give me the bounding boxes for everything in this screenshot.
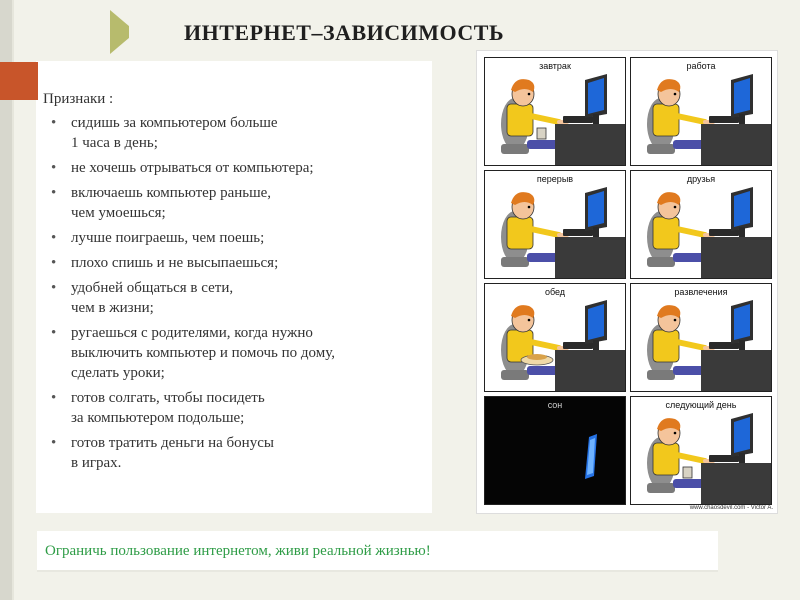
signs-heading: Признаки : [43,91,114,107]
list-item: • ругаешься с родителями, когда нужно выключить компьютер и помочь по дому, сделать уроки; [47,323,417,383]
comic-watermark: www.chaosdevil.com - Victor A. [689,505,773,511]
person-at-computer-illustration [631,171,772,279]
panel-label: сон [547,400,563,410]
panel-label: друзья [686,174,716,184]
list-item: • готов солгать, чтобы посидеть за компьютером подольше; [47,388,417,428]
panel-label: развлечения [674,287,728,297]
banner-underline [37,570,718,572]
call-to-action-banner [37,531,718,571]
list-item: • сидишь за компьютером больше 1 часа в день; [47,113,417,153]
comic-panel [630,396,772,505]
person-at-computer-illustration [485,58,626,166]
person-at-computer-illustration [631,397,772,505]
list-item: • готов тратить деньги на бонусы в играх. [47,433,417,473]
person-at-computer-illustration [485,284,626,392]
person-at-computer-illustration [631,58,772,166]
comic-panel [630,57,772,166]
panel-label: завтрак [539,61,571,71]
glowing-monitor-in-dark-illustration [485,397,626,505]
list-item: • плохо спишь и не высыпаешься; [47,253,417,273]
signs-list [47,113,417,478]
list-item: • удобней общаться в сети, чем в жизни; [47,278,417,318]
banner-text: Ограничь пользование интернетом, живи реальной жизнью! [45,542,431,559]
person-at-computer-illustration [485,171,626,279]
comic-panel [484,170,626,279]
panel-label: работа [686,61,716,71]
orange-accent [0,62,38,100]
comic-panel [630,170,772,279]
comic-panel [484,57,626,166]
comic-panel [484,283,626,392]
list-item: • лучше поиграешь, чем поешь; [47,228,417,248]
slide-title: ИНТЕРНЕТ–ЗАВИСИМОСТЬ [184,20,505,45]
comic-strip [476,50,778,514]
list-item: • включаешь компьютер раньше, чем умоешься; [47,183,417,223]
panel-label: обед [544,287,566,297]
panel-label: следующий день [665,400,737,410]
decorative-arrow-inner [129,20,143,44]
comic-panel [630,283,772,392]
comic-panel-dark [484,396,626,505]
list-item: • не хочешь отрываться от компьютера; [47,158,417,178]
person-at-computer-illustration [631,284,772,392]
panel-label: перерыв [536,174,574,184]
